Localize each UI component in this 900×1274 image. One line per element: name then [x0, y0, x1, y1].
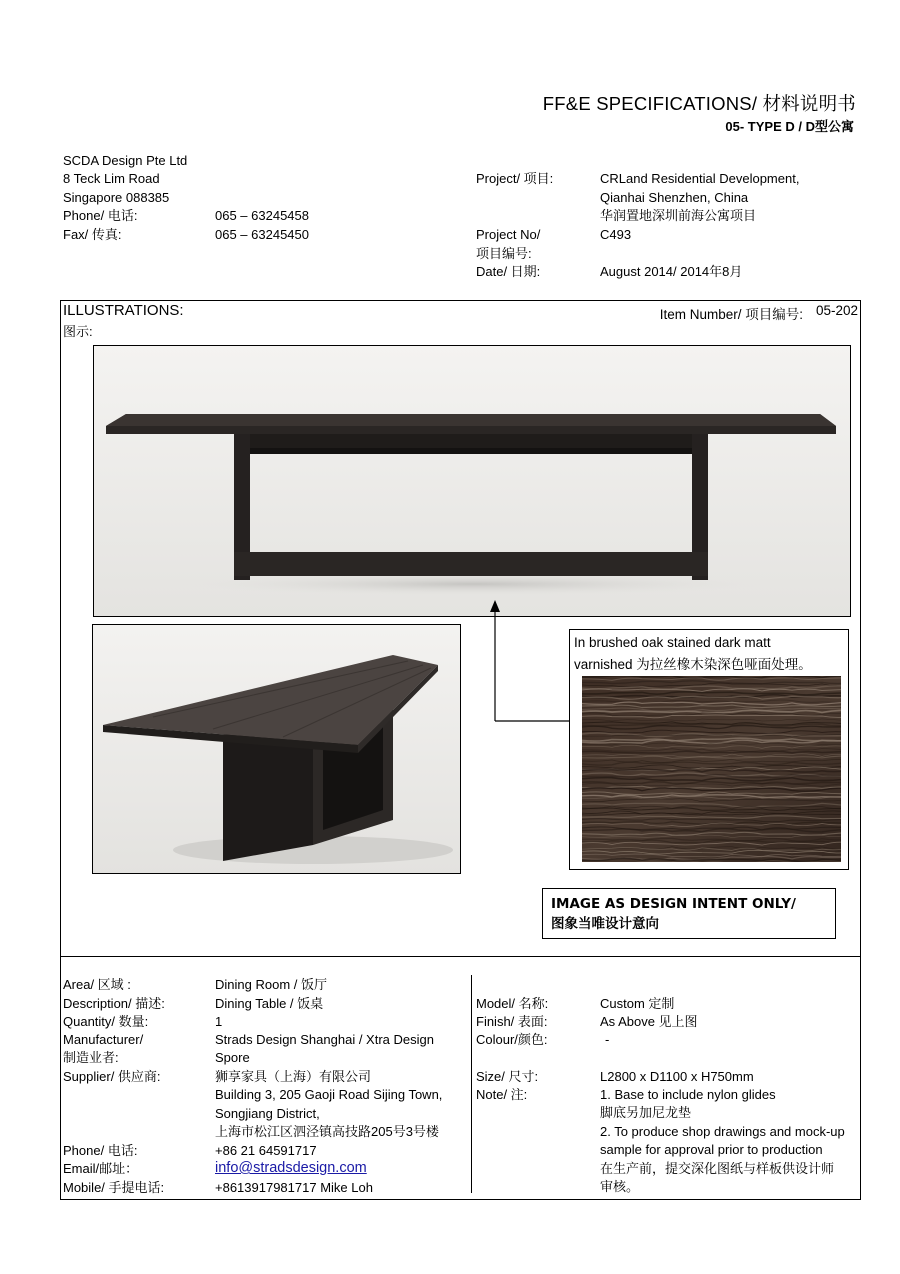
- section-divider: [60, 956, 861, 957]
- area-label: Area/ 区域 :: [63, 977, 131, 992]
- document-subtitle: 05- TYPE D / D型公寓: [725, 119, 854, 134]
- size-value: L2800 x D1100 x H750mm: [600, 1069, 754, 1084]
- company-fax-label: Fax/ 传真:: [63, 227, 122, 242]
- mobile-label: Mobile/ 手提电话:: [63, 1180, 165, 1195]
- supplier-value-1: 狮享家具（上海）有限公司: [215, 1069, 372, 1084]
- finish-sample-box: [569, 629, 849, 870]
- supplier-value-4: 上海市松江区泗泾镇高技路205号3号楼: [215, 1124, 439, 1139]
- quantity-label: Quantity/ 数量:: [63, 1014, 149, 1029]
- email-label: Email/邮址：: [63, 1161, 139, 1176]
- company-fax-value: 065 – 63245450: [215, 227, 309, 242]
- date-label: Date/ 日期:: [476, 264, 541, 279]
- table-perspective-view-image: [92, 624, 461, 874]
- note-line-6: 审核。: [600, 1179, 640, 1194]
- project-value-2: Qianhai Shenzhen, China: [600, 190, 749, 205]
- colour-label: Colour/颜色:: [476, 1032, 548, 1047]
- illustrations-label-cn: 图示:: [63, 324, 93, 339]
- note-line-1: 1. Base to include nylon glides: [600, 1087, 776, 1102]
- area-value: Dining Room / 饭厅: [215, 977, 327, 992]
- design-intent-line-1: IMAGE AS DESIGN INTENT ONLY/: [551, 896, 796, 912]
- manufacturer-value-1: Strads Design Shanghai / Xtra Design: [215, 1032, 434, 1047]
- document-title: FF&E SPECIFICATIONS/ 材料说明书: [542, 93, 856, 114]
- manufacturer-label-1: Manufacturer/: [63, 1032, 144, 1047]
- finish-pointer-arrow: [490, 600, 570, 725]
- supplier-value-2: Building 3, 205 Gaoji Road Sijing Town,: [215, 1087, 443, 1102]
- project-label: Project/ 项目:: [476, 171, 554, 186]
- project-value-3: 华润置地深圳前海公寓项目: [600, 208, 757, 223]
- finish-caption-2: varnished 为拉丝橡木染深色哑面处理。: [574, 657, 812, 672]
- company-address-2: Singapore 088385: [63, 190, 170, 205]
- finish-label: Finish/ 表面:: [476, 1014, 548, 1029]
- finish-caption-1: In brushed oak stained dark matt: [574, 635, 771, 650]
- project-value-1: CRLand Residential Development,: [600, 171, 800, 186]
- supplier-phone-label: Phone/ 电话:: [63, 1143, 138, 1158]
- model-label: Model/ 名称:: [476, 996, 549, 1011]
- company-name: SCDA Design Pte Ltd: [63, 153, 188, 168]
- table-front-view-image: [93, 345, 851, 617]
- company-address-1: 8 Teck Lim Road: [63, 171, 160, 186]
- illustrations-label: ILLUSTRATIONS:: [63, 302, 184, 319]
- project-no-label-1: Project No/: [476, 227, 541, 242]
- description-label: Description/ 描述:: [63, 996, 165, 1011]
- company-phone-label: Phone/ 电话:: [63, 208, 138, 223]
- colour-value: -: [605, 1032, 610, 1047]
- note-line-4: sample for approval prior to production: [600, 1142, 823, 1157]
- size-label: Size/ 尺寸:: [476, 1069, 539, 1084]
- item-number-label: Item Number/ 项目编号:: [659, 307, 803, 322]
- finish-value: As Above 见上图: [600, 1014, 698, 1029]
- model-value: Custom 定制: [600, 996, 675, 1011]
- wood-sample-image: [582, 676, 841, 862]
- design-intent-notice: [542, 888, 836, 939]
- column-divider: [471, 975, 472, 1193]
- manufacturer-label-2: 制造业者:: [63, 1050, 119, 1065]
- date-value: August 2014/ 2014年8月: [600, 264, 743, 279]
- supplier-value-3: Songjiang District,: [215, 1106, 320, 1121]
- email-link[interactable]: info@stradsdesign.com: [215, 1160, 367, 1176]
- quantity-value: 1: [215, 1014, 223, 1029]
- item-number-value: 05-202: [815, 303, 858, 318]
- supplier-label: Supplier/ 供应商:: [63, 1069, 161, 1084]
- manufacturer-value-2: Spore: [215, 1050, 250, 1065]
- supplier-phone-value: +86 21 64591717: [215, 1143, 317, 1158]
- note-line-3: 2. To produce shop drawings and mock-up: [600, 1124, 845, 1139]
- mobile-value: +8613917981717 Mike Loh: [215, 1180, 373, 1195]
- project-no-label-2: 项目编号:: [476, 246, 532, 261]
- company-phone-value: 065 – 63245458: [215, 208, 309, 223]
- note-line-5: 在生产前，提交深化图纸与样板供设计师: [600, 1161, 835, 1176]
- design-intent-line-2: 图象当唯设计意向: [551, 916, 659, 932]
- project-no-value: C493: [600, 227, 632, 242]
- note-label: Note/ 注:: [476, 1087, 528, 1102]
- description-value: Dining Table / 饭桌: [215, 996, 324, 1011]
- note-line-2: 脚底另加尼龙垫: [600, 1105, 692, 1120]
